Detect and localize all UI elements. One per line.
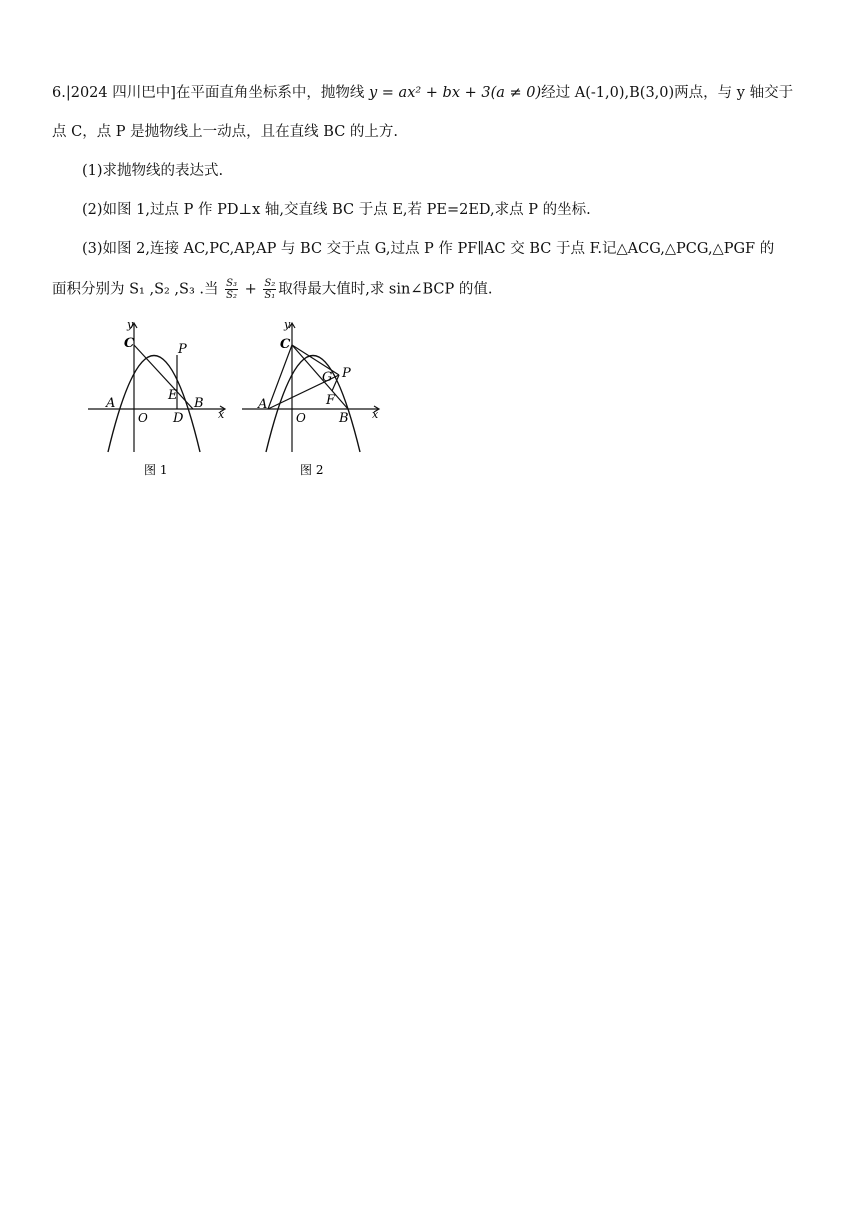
label-a: A [258, 397, 268, 412]
label-c: C [280, 337, 291, 352]
fraction-numerator: S₃ [226, 278, 237, 289]
question-3-line-1: (3)如图 2,连接 AC,PC,AP,AP 与 BC 交于点 G,过点 P 作 PF∥AC 交 BC 于点 F.记△ACG,△PCG,△PGF 的 [82, 241, 775, 257]
figure-1 [86, 318, 232, 484]
label-b: B [339, 411, 349, 426]
label-a: A [106, 396, 116, 411]
figure-2 [240, 318, 386, 484]
question-3-prefix: 面积分别为 S₁ ,S₂ ,S₃ .当 [52, 281, 224, 298]
parabola-formula: y = ax² + bx + 3(a ≠ 0) [369, 85, 542, 101]
label-b: B [194, 396, 204, 411]
label-y: y [284, 318, 291, 331]
label-o: O [296, 411, 306, 425]
label-p: P [342, 366, 351, 381]
problem-line-2: 点 C，点 P 是抛物线上一动点，且在直线 BC 的上方. [52, 124, 399, 140]
figure-1-caption: 图 1 [144, 463, 168, 477]
label-d: D [173, 411, 184, 426]
question-3-line-2 [52, 278, 808, 301]
plus-sign: + [239, 281, 262, 298]
problem-intro: 6.|2024 四川巴中]在平面直角坐标系中，抛物线 [52, 85, 369, 101]
fraction-s3-s2 [225, 278, 238, 301]
fraction-denominator: S₂ [226, 290, 237, 301]
question-3-suffix: 取得最大值时,求 sin∠BCP 的值. [278, 281, 493, 298]
label-y: y [127, 318, 134, 331]
figure-2-caption: 图 2 [300, 463, 324, 477]
label-c: C [124, 336, 135, 351]
line-bc [292, 345, 348, 409]
question-2: (2)如图 1,过点 P 作 PD⊥x 轴,交直线 BC 于点 E,若 PE=2ED,求点 P 的坐标. [82, 202, 591, 218]
fraction-numerator: S₂ [264, 278, 276, 289]
label-p: P [178, 342, 187, 357]
label-f: F [326, 393, 336, 408]
label-o: O [138, 411, 148, 425]
label-g: G [322, 370, 333, 385]
parabola-curve [108, 356, 200, 453]
problem-intro-suffix: 经过 A(-1,0),B(3,0)两点，与 y 轴交于 [541, 85, 794, 101]
problem-line-1 [52, 83, 808, 103]
fraction-s2-s1 [263, 278, 276, 301]
label-x: x [372, 408, 379, 421]
question-1: (1)求抛物线的表达式. [82, 163, 224, 179]
fraction-denominator: S₁ [264, 290, 276, 301]
label-e: E [168, 388, 178, 403]
label-x: x [218, 408, 225, 421]
